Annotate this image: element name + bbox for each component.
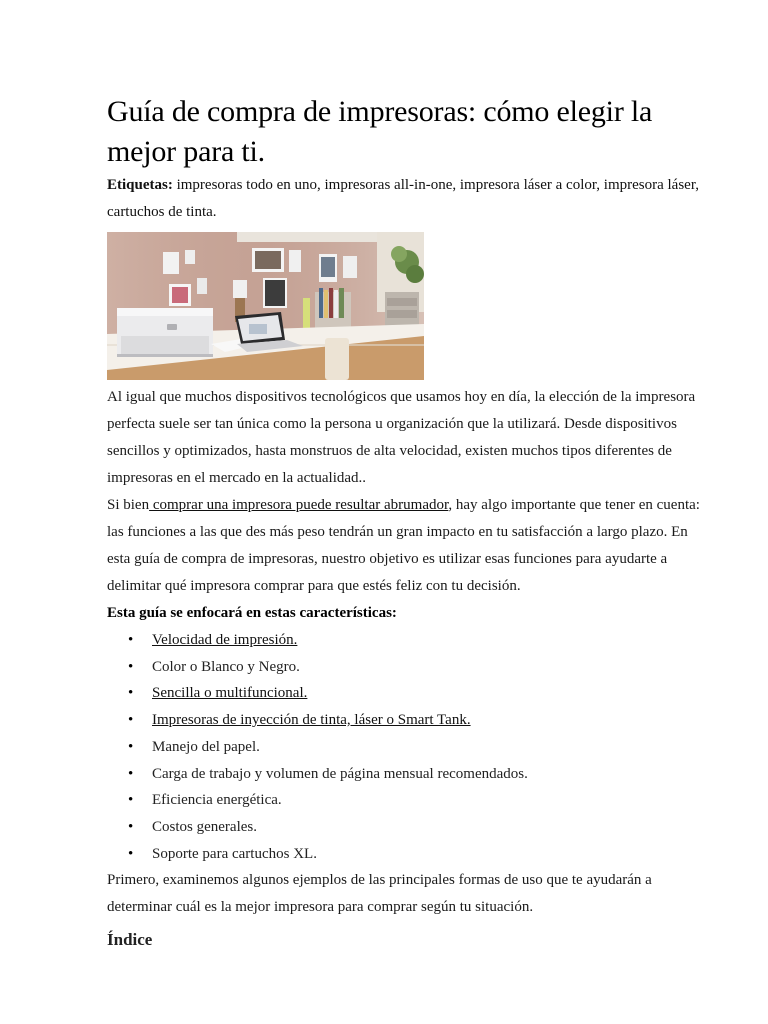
intro-paragraph: Al igual que muchos dispositivos tecnológicos que usamos hoy en día, la elección de la impresora perfecta suele ser tan única como la persona u organización que la utilizará. Desde dispositivos sencillos y optimizados, hasta monstruos de alta velocidad, existen muchos tipos diferentes de impresoras en el mercado en la actualidad.. (107, 389, 696, 486)
features-list (107, 627, 707, 867)
list-item: • Carga de trabajo y volumen de página mensual recomendados. (107, 761, 707, 788)
list-item (107, 627, 707, 654)
list-item: • Costos generales. (107, 814, 707, 841)
buy-printer-link[interactable]: comprar una impresora puede resultar abrumador (149, 497, 449, 513)
office-printer-photo (107, 232, 424, 380)
list-item (107, 680, 707, 707)
second-paragraph-start: Si bien (107, 497, 150, 513)
feature-link-speed[interactable]: Velocidad de impresión. (152, 632, 298, 648)
tags-line (107, 172, 707, 226)
article (107, 92, 707, 955)
second-paragraph (107, 492, 707, 600)
list-item: • Soporte para cartuchos XL. (107, 841, 707, 868)
list-item (107, 707, 707, 734)
tags-label: Etiquetas: (107, 177, 173, 193)
index-heading: Índice (107, 930, 153, 950)
feature-link-single-multi[interactable]: Sencilla o multifuncional. (152, 685, 308, 702)
features-heading: Esta guía se enfocará en estas características: (107, 605, 397, 621)
list-item: • Eficiencia energética. (107, 787, 707, 814)
second-paragraph-end: , hay algo importante que tener en cuenta: las funciones a las que des más peso tendrán un gran impacto en tu satisfacción a largo plazo. En esta guía de compra de impresoras, nuestro objetivo es utilizar esas funciones para ayudarte a delimitar qué impresora comprar para que estés feliz con tu decisión. (107, 497, 700, 594)
feature-link-printer-types[interactable]: Impresoras de inyección de tinta, láser o Smart Tank. (152, 712, 471, 729)
page-title: Guía de compra de impresoras: cómo elegir la mejor para ti. (107, 95, 653, 168)
list-item: • Manejo del papel. (107, 734, 707, 761)
third-paragraph: Primero, examinemos algunos ejemplos de las principales formas de uso que te ayudarán a determinar cuál es la mejor impresora para comprar según tu situación. (107, 872, 652, 916)
list-item: • Color o Blanco y Negro. (107, 654, 707, 681)
tags-text: impresoras todo en uno, impresoras all-in-one, impresora láser a color, impresora láser, cartuchos de tinta. (107, 177, 699, 220)
